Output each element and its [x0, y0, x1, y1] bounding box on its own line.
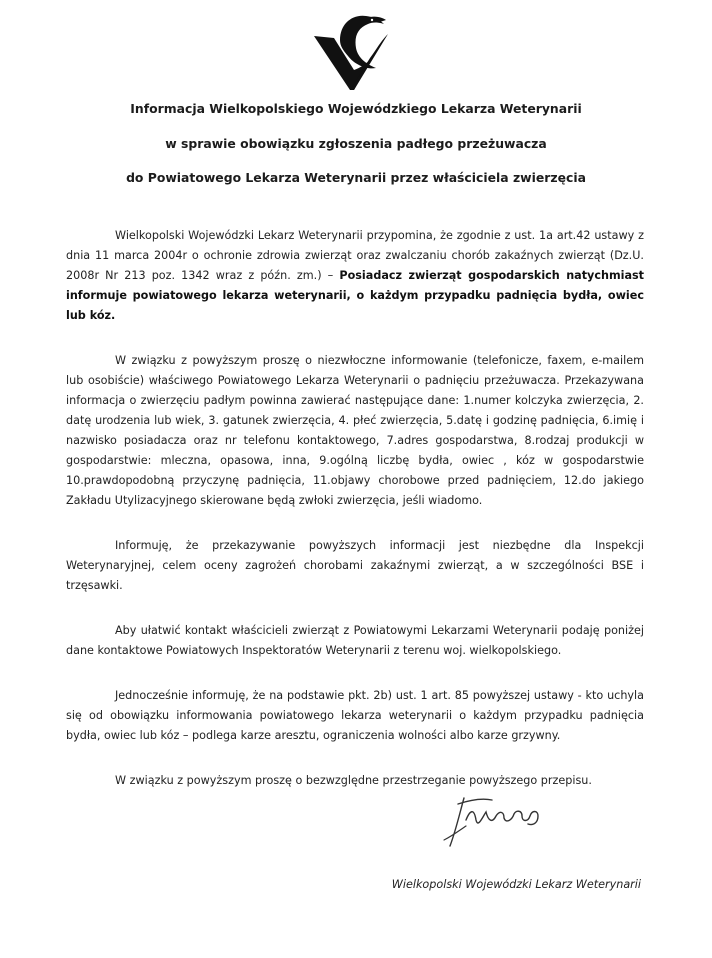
handwritten-signature-icon: [430, 790, 560, 850]
paragraph-contacts: Aby ułatwić kontakt właścicieli zwierząt z Powiatowymi Lekarzami Weterynarii podaję poniżej dane kontaktowe Powiatowych Inspektoratów Weterynarii z terenu woj. wielkopolskiego.: [66, 624, 644, 657]
document-body: [66, 226, 644, 816]
paragraph-necessity: Informuję, że przekazywanie powyższych informacji jest niezbędne dla Inspekcji Weterynaryjnej, celem oceny zagrożeń chorobami zakaźnymi zwierząt, a w szczególności BSE i trzęsawki.: [66, 539, 644, 592]
title-line-2: w sprawie obowiązku zgłoszenia padłego przeżuwacza: [165, 135, 547, 151]
paragraph-penalty: Jednocześnie informuję, że na podstawie pkt. 2b) ust. 1 art. 85 powyższej ustawy - kto uchyla się od obowiązku informowania powiatowego lekarza weterynarii o każdym przypadku padnięcia bydła, owiec lub kóz – podlega karze aresztu, ograniczenia wolności albo karze grzywny.: [66, 689, 644, 742]
document-title: [0, 92, 712, 196]
title-line-3: do Powiatowego Lekarza Weterynarii przez właściciela zwierzęcia: [126, 170, 586, 185]
paragraph-bold-obligation: Posiadacz zwierząt gospodarskich natychmiast informuje powiatowego lekarza weterynarii, o każdym przypadku padnięcia bydła, owiec lub kóz.: [66, 269, 644, 322]
paragraph-legal-reminder: [66, 226, 644, 326]
veterinary-logo-icon: [310, 6, 392, 92]
paragraph-text: Wielkopolski Wojewódzki Lekarz Weterynarii przypomina, że zgodnie z ust. 1a art.42 ustawy z dnia 11 marca 2004r o ochronie zdrowia zwierząt oraz zwalczaniu chorób zakaźnych zwierząt (Dz.U. 2008r Nr 213 poz. 1342 wraz z późn. zm.) –: [66, 229, 644, 282]
signer-name: Wielkopolski Wojewódzki Lekarz Weterynarii: [391, 878, 641, 891]
paragraph-required-data: W związku z powyższym proszę o niezwłoczne informowanie (telefonicze, faxem, e-mailem lub osobiście) właściwego Powiatowego Lekarza Weterynarii o padnięciu przeżuwacza. Przekazywana informacja o zwierzęciu padłym powinna zawierać następujące dane: 1.numer kolczyka zwierzęcia, 2. datę urodzenia lub wiek, 3. gatunek zwierzęcia, 4. płeć zwierzęcia, 5.datę i godzinę padnięcia, 6.imię i nazwisko posiadacza oraz nr telefonu kontaktowego, 7.adres gospodarstwa, 8.rodzaj produkcji w gospodarstwie: mleczna, opasowa, inna, 9.ogólną liczbę bydła, owiec , kóz w gospodarstwie 10.prawdopodobną przyczynę padnięcia, 11.objawy chorobowe przed padnięciem, 12.do jakiego Zakładu Utylizacyjnego skierowane będą zwłoki zwierzęcia, jeśli wiadomo.: [66, 354, 644, 507]
paragraph-closing: W związku z powyższym proszę o bezwzględne przestrzeganie powyższego przepisu.: [115, 774, 592, 787]
title-line-1: Informacja Wielkopolskiego Wojewódzkiego Lekarza Weterynarii: [130, 101, 582, 116]
